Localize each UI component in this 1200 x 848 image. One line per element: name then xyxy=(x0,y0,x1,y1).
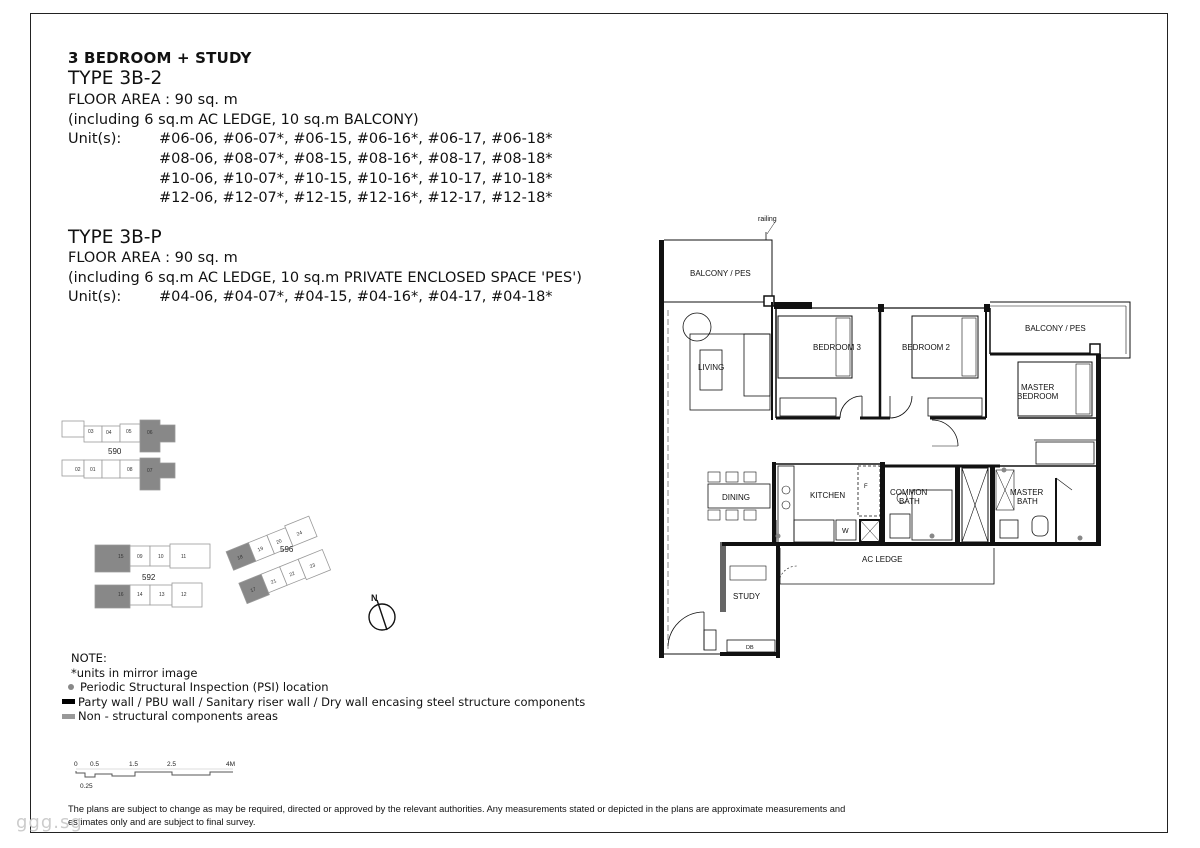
living-label: LIVING xyxy=(698,363,725,372)
master-bedroom-label: BEDROOM xyxy=(1017,392,1059,401)
bedroom3-label: BEDROOM 3 xyxy=(813,343,862,352)
scale-sub-label: 0.25 xyxy=(80,783,93,790)
key-unit xyxy=(172,583,202,607)
type-a-units-row: #12-06, #12-07*, #12-15, #12-16*, #12-17, #12-18* xyxy=(159,190,553,206)
grey-wall-icon xyxy=(62,714,75,719)
db-label: DB xyxy=(746,645,754,651)
type-b-floor-area: FLOOR AREA : 90 sq. m xyxy=(68,250,238,266)
psi-marker xyxy=(776,534,781,539)
type-a-floor-area: FLOOR AREA : 90 sq. m xyxy=(68,92,238,108)
fridge-label: F xyxy=(864,484,868,490)
type-a-units-label: Unit(s): xyxy=(68,131,122,147)
type-a-units-row: #06-06, #06-07*, #06-15, #06-16*, #06-17, #06-18* xyxy=(159,131,553,147)
unit-type-title: 3 BEDROOM + STUDY xyxy=(68,49,252,67)
master-bedroom-label: MASTER xyxy=(1021,383,1055,392)
type-a-including: (including 6 sq.m AC LEDGE, 10 sq.m BALCONY) xyxy=(68,112,419,128)
key-unit xyxy=(102,460,120,478)
scale-label: 0 xyxy=(74,761,78,768)
balcony-right-label: BALCONY / PES xyxy=(1025,324,1086,333)
note-non-structural xyxy=(71,709,585,724)
scale-label: 0.5 xyxy=(90,761,100,768)
washer-label: W xyxy=(842,528,849,535)
study-label: STUDY xyxy=(733,592,761,601)
psi-dot-icon xyxy=(68,684,74,690)
key-unit-label: 04 xyxy=(106,430,112,436)
ac-ledge-label: AC LEDGE xyxy=(862,555,903,564)
key-unit-label: 21 xyxy=(270,578,278,586)
notes-title: NOTE: xyxy=(71,651,107,665)
key-unit-label: 02 xyxy=(75,467,81,473)
type-b-units-row: #04-06, #04-07*, #04-15, #04-16*, #04-17, #04-18* xyxy=(159,289,553,305)
dining-label: DINING xyxy=(722,493,750,502)
key-unit-label: 06 xyxy=(147,430,153,436)
key-unit-label: 08 xyxy=(127,467,133,473)
key-unit-label: 10 xyxy=(158,554,164,560)
type-a-units-row: #08-06, #08-07*, #08-15, #08-16*, #08-17, #08-18* xyxy=(159,151,553,167)
master-bath-label: MASTER xyxy=(1010,488,1044,497)
key-block-label: 592 xyxy=(142,573,156,582)
key-unit-highlight xyxy=(140,458,175,490)
key-unit-label: 13 xyxy=(159,592,165,598)
note-party-wall xyxy=(71,695,585,710)
scale-label: 1.5 xyxy=(129,761,139,768)
key-unit-highlight xyxy=(95,585,130,608)
key-block-label: 590 xyxy=(108,447,122,456)
key-unit-highlight xyxy=(95,545,130,572)
type-b-name: TYPE 3B-P xyxy=(68,227,162,248)
note-text: Periodic Structural Inspection (PSI) location xyxy=(80,680,329,694)
bedroom2-label: BEDROOM 2 xyxy=(902,343,951,352)
type-b-units-label: Unit(s): xyxy=(68,289,122,305)
key-unit xyxy=(62,460,84,476)
psi-marker xyxy=(930,534,935,539)
watermark: ggg.sg xyxy=(16,812,83,833)
key-block-label: 596 xyxy=(280,545,294,554)
psi-marker xyxy=(1002,468,1007,473)
common-bath-label: COMMON xyxy=(890,488,928,497)
notes-section xyxy=(71,651,585,724)
key-unit-label: 24 xyxy=(295,530,304,538)
type-b-including: (including 6 sq.m AC LEDGE, 10 sq.m PRIVATE ENCLOSED SPACE 'PES') xyxy=(68,270,582,286)
key-unit-label: 15 xyxy=(118,554,124,560)
railing-label: railing xyxy=(758,216,777,223)
note-text: *units in mirror image xyxy=(71,665,198,680)
key-unit-label: 05 xyxy=(126,429,132,435)
key-unit-label: 11 xyxy=(181,554,187,560)
master-bath-label: BATH xyxy=(1017,497,1038,506)
note-text: Non - structural components areas xyxy=(78,709,278,723)
key-unit-label: 17 xyxy=(249,586,258,595)
key-unit-label: 16 xyxy=(118,592,124,598)
key-unit-label: 23 xyxy=(308,562,317,571)
key-unit xyxy=(170,544,210,568)
key-unit-label: 20 xyxy=(275,538,283,546)
key-unit-label: 18 xyxy=(236,554,244,562)
note-mirror xyxy=(71,666,585,681)
note-psi xyxy=(71,680,585,695)
north-arrow-icon xyxy=(369,593,395,630)
psi-marker xyxy=(1078,536,1083,541)
key-unit-label: 19 xyxy=(256,545,265,554)
disclaimer-text: The plans are subject to change as may be required, directed or approved by the relevant authorities. Any measurements stated or depicted in the plans are approximate measurements and estimates only and are subject to final survey. xyxy=(68,804,846,827)
living-sofa-area xyxy=(690,334,770,410)
floor-plan xyxy=(659,222,1130,658)
note-text: Party wall / PBU wall / Sanitary riser wall / Dry wall encasing steel structure components xyxy=(78,694,586,709)
wall-left xyxy=(659,240,664,658)
kitchen-label: KITCHEN xyxy=(810,491,846,500)
common-bath-label: BATH xyxy=(899,497,920,506)
north-label: N xyxy=(371,593,378,603)
black-wall-icon xyxy=(62,699,75,704)
scale-bar xyxy=(74,761,235,790)
key-unit xyxy=(62,421,84,437)
scale-label: 2.5 xyxy=(167,761,177,768)
key-unit-label: 12 xyxy=(181,592,187,598)
type-a-name: TYPE 3B-2 xyxy=(68,68,163,89)
type-a-units-row: #10-06, #10-07*, #10-15, #10-16*, #10-17, #10-18* xyxy=(159,171,553,187)
key-unit-label: 01 xyxy=(90,467,96,473)
key-unit-label: 22 xyxy=(288,570,296,579)
key-unit-label: 03 xyxy=(88,429,94,435)
scale-label: 4M xyxy=(226,761,236,768)
key-unit-label: 14 xyxy=(137,592,143,598)
key-unit-highlight xyxy=(140,420,175,452)
key-unit-label: 07 xyxy=(147,468,153,474)
balcony-left-label: BALCONY / PES xyxy=(690,269,751,278)
key-unit-label: 09 xyxy=(137,554,143,560)
